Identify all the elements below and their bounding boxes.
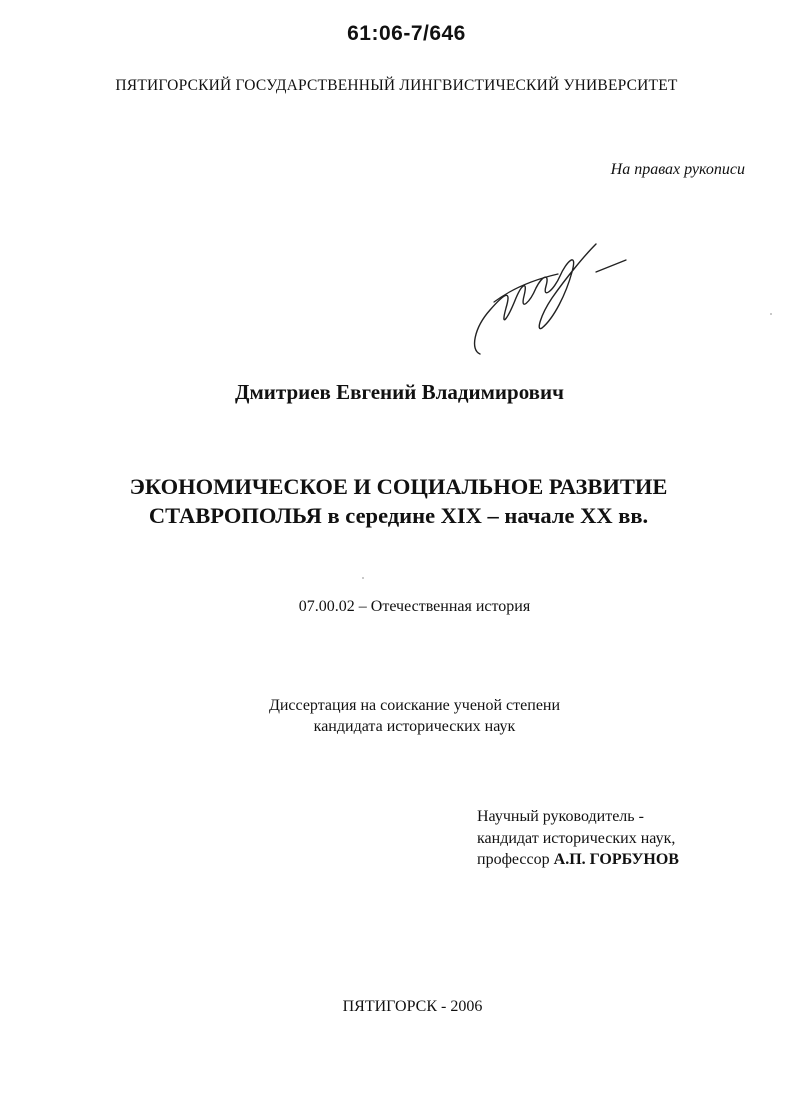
supervisor-line-3	[477, 849, 679, 871]
supervisor-block	[477, 806, 679, 871]
degree-line-1: Диссертация на соискание ученой степени	[268, 697, 561, 714]
specialty-code: 07.00.02 – Отечественная история	[298, 598, 531, 615]
degree-statement	[0, 695, 793, 737]
author-name: Дмитриев Евгений Владимирович	[235, 380, 564, 404]
handwritten-signature	[462, 232, 632, 362]
supervisor-line-1: Научный руководитель -	[477, 808, 644, 825]
city-year: ПЯТИГОРСК - 2006	[342, 998, 483, 1015]
dissertation-title	[0, 472, 793, 530]
title-line-2: СТАВРОПОЛЬЯ в середине XIX – начале XX вв.	[148, 503, 649, 528]
scan-speck	[770, 313, 772, 315]
supervisor-line-2: кандидат исторических наук,	[477, 829, 676, 847]
supervisor-name: А.П. ГОРБУНОВ	[553, 851, 679, 868]
university-name: ПЯТИГОРСКИЙ ГОСУДАРСТВЕННЫЙ ЛИНГВИСТИЧЕСКИЙ УНИВЕРСИТЕТ	[115, 77, 678, 94]
supervisor-prefix: профессор	[477, 851, 550, 868]
rights-notice: На правах рукописи	[610, 161, 745, 178]
archive-code: 61:06-7/646	[347, 22, 466, 45]
degree-line-2: кандидата исторических наук	[313, 718, 516, 735]
scan-speck	[362, 577, 364, 579]
title-line-1: ЭКОНОМИЧЕСКОЕ И СОЦИАЛЬНОЕ РАЗВИТИЕ	[129, 474, 668, 499]
